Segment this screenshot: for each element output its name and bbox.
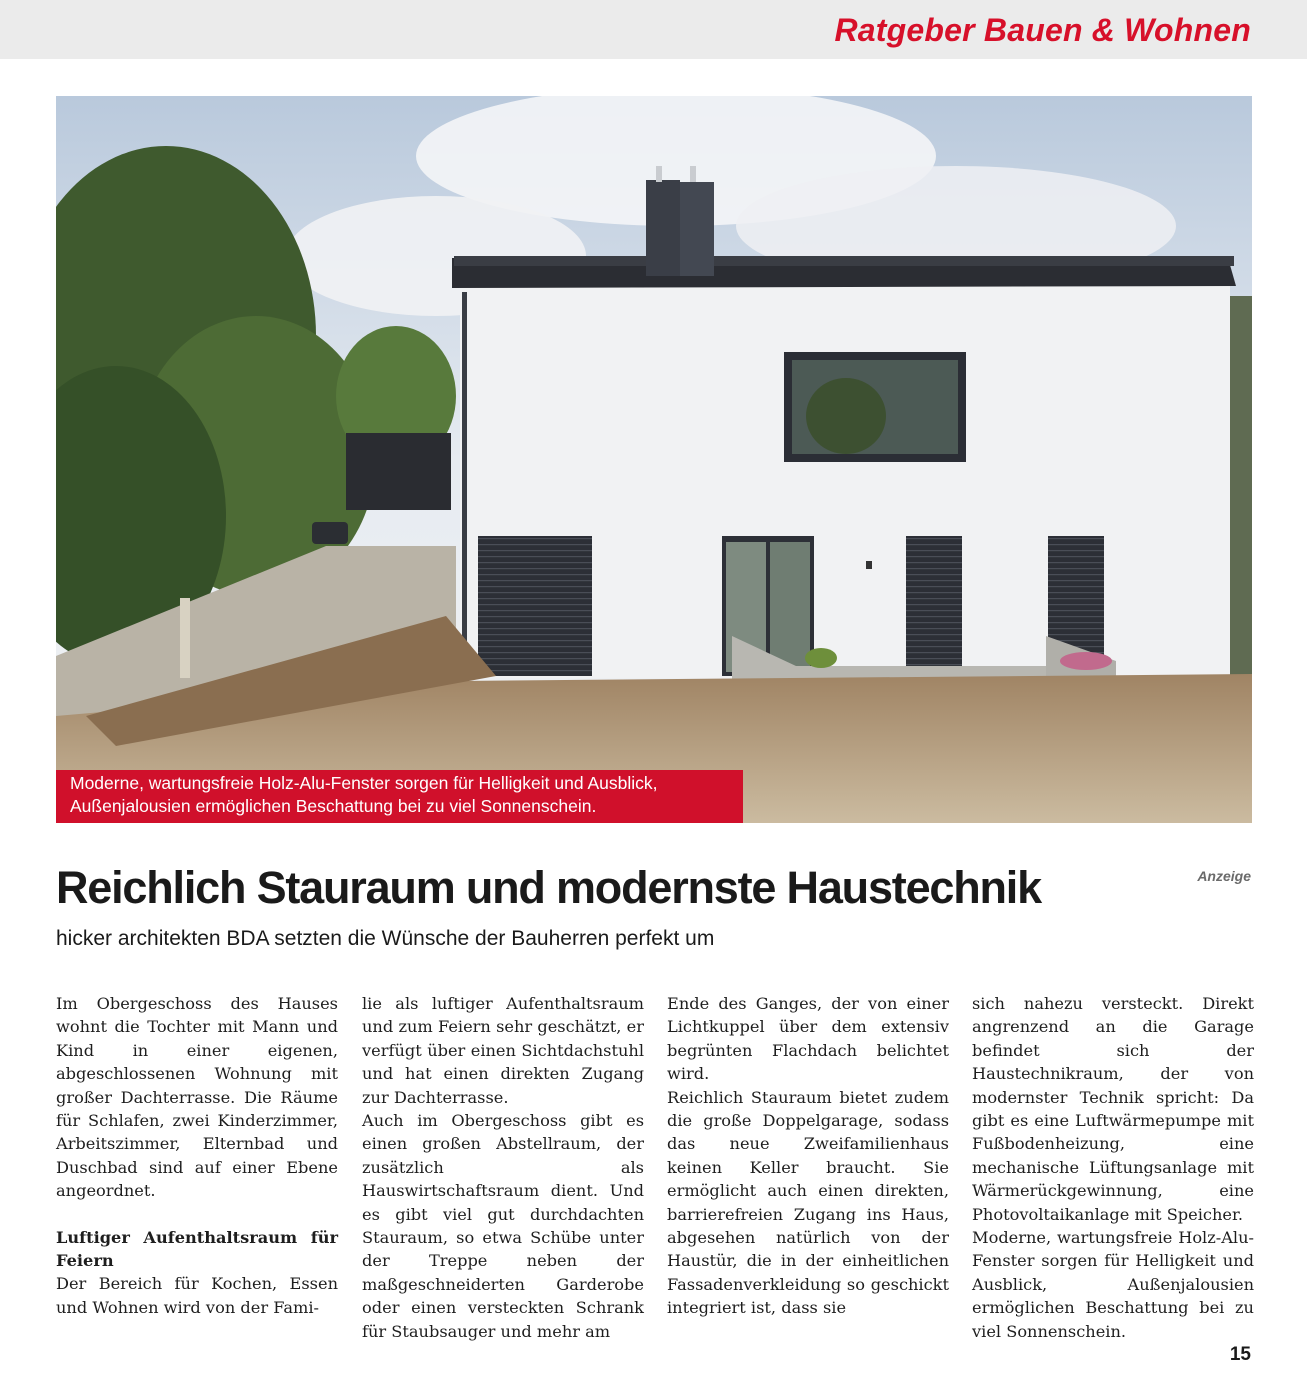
paragraph: Reichlich Stauraum bietet zudem die große Doppelgarage, sodass das neue Zweifamilienhaus keinen Keller braucht. Sie ermöglicht auch einen direkten, barrierefreien Zugang ins Haus, abgesehen natürlich von der Haustür, die in der einheitlichen Fassadenverkleidung so geschickt integriert ist, dass sie (667, 1087, 949, 1318)
advertisement-label: Anzeige (1197, 868, 1251, 884)
paragraph: lie als luftiger Aufenthaltsraum und zum Feiern sehr geschätzt, er verfügt über einen Sichtdachstuhl und hat einen direkten Zugang zur Dachterrasse. (362, 994, 644, 1107)
paragraph: sich nahezu versteckt. Direkt angrenzend an die Garage befindet sich der Haustechnikraum, der von modernster Technik spricht: Da gibt es eine Luftwärmepumpe mit Fußbodenheizung, eine mechanische Lüftungsanlage mit Wärmerückgewinnung, eine Photovoltaikanlage mit Speicher. (972, 994, 1254, 1224)
house-photo-illustration (56, 96, 1252, 823)
caption-line-1: Moderne, wartungsfreie Holz-Alu-Fenster sorgen für Helligkeit und Ausblick, (70, 773, 658, 793)
article-subheadline: hicker architekten BDA setzten die Wünsche der Bauherren perfekt um (56, 927, 715, 950)
article-column-1 (56, 992, 338, 1319)
section-header-bar (0, 0, 1307, 59)
paragraph: Auch im Obergeschoss gibt es einen großen Abstellraum, der zusätzlich als Hauswirtschaftsraum dient. Und es gibt viel gut durchdachten Stauraum, so etwa Schübe unter der Treppe neben der maßgeschneiderten Garderobe oder einen versteckten Schrank für Staubsauger und mehr am (362, 1111, 644, 1341)
article-headline: Reichlich Stauraum und modernste Haustechnik (56, 862, 1041, 913)
paragraph: Der Bereich für Kochen, Essen und Wohnen wird von der Fami- (56, 1274, 338, 1317)
photo-caption (56, 770, 743, 823)
section-subheading: Luftiger Aufenthaltsraum für Feiern (56, 1227, 338, 1271)
paragraph: Ende des Ganges, der von einer Lichtkuppel über dem extensiv begrünten Flachdach belichtet wird. (667, 994, 949, 1084)
article-column-4 (972, 992, 1254, 1343)
article-column-3 (667, 992, 949, 1320)
page-number: 15 (1229, 1344, 1251, 1365)
paragraph: Im Obergeschoss des Hauses wohnt die Tochter mit Mann und Kind in einer eigenen, abgeschlossenen Wohnung mit großer Dachterrasse. Die Räume für Schlafen, zwei Kinderzimmer, Arbeitszimmer, Elternbad und Duschbad sind auf einer Ebene angeordnet. (56, 994, 338, 1201)
house-photo (56, 96, 1252, 823)
paragraph: Moderne, wartungsfreie Holz-Alu-Fenster sorgen für Helligkeit und Ausblick, Außenjalousien ermöglichen Beschattung bei zu viel Sonnenschein. (972, 1228, 1254, 1341)
article-column-2 (362, 992, 644, 1343)
caption-line-2: Außenjalousien ermöglichen Beschattung bei zu viel Sonnenschein. (70, 796, 597, 816)
section-title: Ratgeber Bauen & Wohnen (834, 12, 1251, 48)
